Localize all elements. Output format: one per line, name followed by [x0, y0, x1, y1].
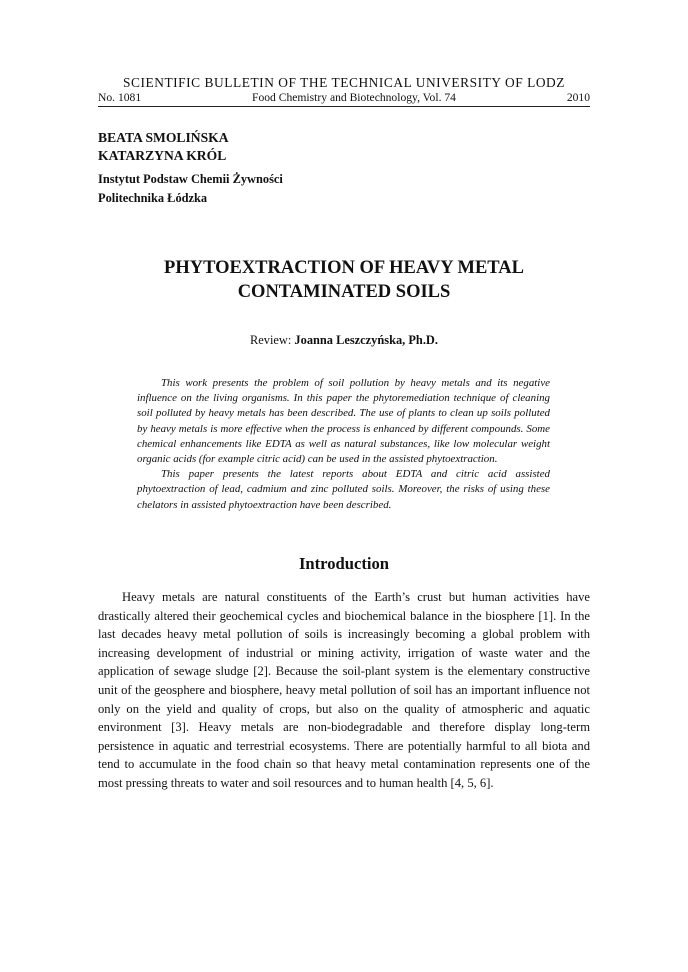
- reviewer-label: Review:: [250, 333, 292, 347]
- affiliation-university: Politechnika Łódzka: [98, 191, 208, 205]
- author-name: BEATA SMOLIŃSKA: [98, 130, 229, 145]
- journal-name: SCIENTIFIC BULLETIN OF THE TECHNICAL UNIVERSITY OF LODZ: [123, 75, 565, 90]
- abstract-paragraph: This work presents the problem of soil pollution by heavy metals and its negative influence on the living organisms. In this paper the phytoremediation technique of cleaning soil polluted by heavy metals has been described. The use of plants to clean up soils polluted by heavy metals is more effective when the process is enhanced by different compounds. Some chemical enhancements like EDTA as well as natural substances, like low molecular weight organic acids (for example citric acid) can be used in the assisted phytoextraction.: [137, 377, 550, 466]
- introduction-body: [98, 588, 590, 793]
- affiliation-institute: Instytut Podstaw Chemii Żywności: [98, 172, 283, 186]
- affiliation: [98, 170, 283, 208]
- reviewer-line: [98, 332, 590, 348]
- abstract: [137, 376, 550, 513]
- journal-issue-line: [98, 91, 590, 107]
- journal-series: Food Chemistry and Biotechnology, Vol. 74: [252, 91, 456, 104]
- author-list: [98, 129, 229, 165]
- reviewer-name: Joanna Leszczyńska, Ph.D.: [294, 333, 438, 347]
- author-name: KATARZYNA KRÓL: [98, 148, 227, 163]
- abstract-paragraph: This paper presents the latest reports about EDTA and citric acid assisted phytoextraction of lead, cadmium and zinc polluted soils. Moreover, the risks of using these chelators in assisted phytoextraction have been described.: [137, 468, 550, 511]
- issue-number: No. 1081: [98, 91, 142, 104]
- paper-title: [98, 256, 590, 304]
- introduction-paragraph: Heavy metals are natural constituents of the Earth’s crust but human activities have drastically altered their geochemical cycles and biochemical balance in the biosphere [1]. In the last decades heavy metal pollution of soils is increasingly becoming a global problem with increasing development of industrial or mining activity, irrigation of waste water and the application of sewage sludge [2]. Because the soil-plant system is the elementary constructive unit of the geosphere and biosphere, heavy metal pollution of soil has an important influence not only on the yield and quality of crops, but also on the quality of atmospheric and aquatic environment [3]. Heavy metals are non-biodegradable and therefore display long-term persistence in aquatic and terrestrial ecosystems. There are potentially harmful to all biota and tend to accumulate in the food chain so that heavy metal contamination represents one of the most pressing threats to water and soil resources and to human health [4, 5, 6].: [98, 590, 590, 790]
- issue-year: 2010: [566, 91, 590, 104]
- journal-header: [98, 75, 590, 107]
- section-heading: Introduction: [298, 554, 390, 573]
- paper-title-line: PHYTOEXTRACTION OF HEAVY METAL: [164, 258, 524, 278]
- paper-title-line: CONTAMINATED SOILS: [237, 282, 451, 302]
